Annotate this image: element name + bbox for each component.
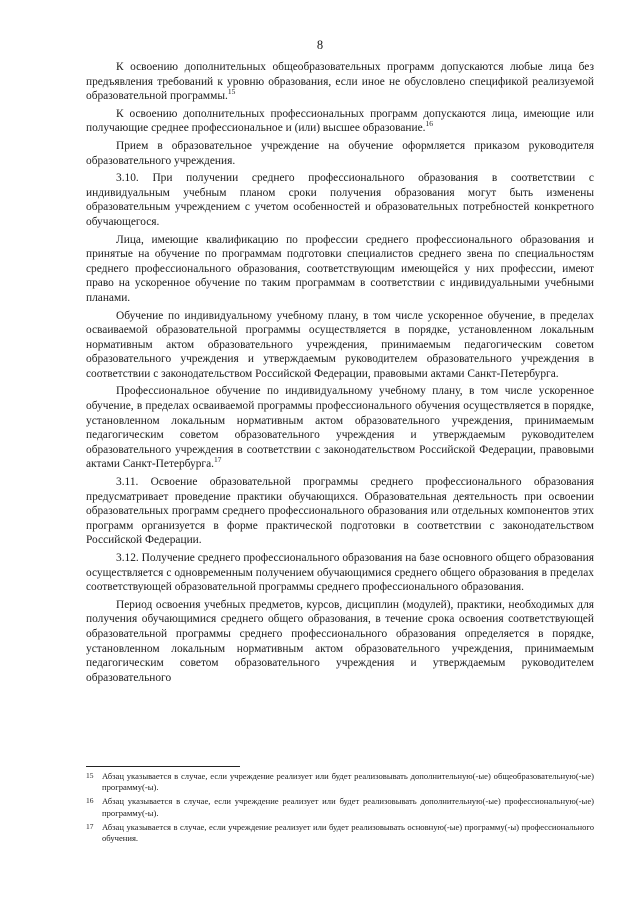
paragraph-text: Период освоения учебных предметов, курсов, дисциплин (модулей), практики, необходимых для получения обучающимися среднего общего образования, в течение срока освоения соответствующей образовательной программы среднего профессионального образования определяется в порядке, установленном локальным нормативным актом образовательного учреждения, принимаемым педагогическим советом образовательного учреждения и утверждаемым руководителем образовательного — [86, 598, 594, 684]
paragraph — [86, 233, 594, 306]
paragraph — [86, 139, 594, 168]
paragraph-text: 3.11. Освоение образовательной программы среднего профессионального образования предусматривает проведение практики обучающихся. Образовательная деятельность при освоении образовательных программ среднего профессионального образования или отдельных компонентов этих программ организуется в форме практической подготовки в соответствии с законодательством Российской Федерации. — [86, 476, 594, 547]
footnote — [86, 771, 594, 793]
paragraph — [86, 475, 594, 548]
paragraph — [86, 309, 594, 382]
paragraph — [86, 598, 594, 686]
paragraph-text: Прием в образовательное учреждение на обучение оформляется приказом руководителя образовательного учреждения. — [86, 139, 594, 167]
footnote-text: Абзац указывается в случае, если учреждение реализует или будет реализовывать основную(-ые) программу(-ы) профессионального обучения. — [102, 821, 594, 844]
paragraph-text: 3.12. Получение среднего профессионального образования на базе основного общего образования осуществляется с одновременным получением обучающимися среднего общего образования в пределах соответствующей образовательной программы среднего профессионального образования. — [86, 552, 594, 594]
paragraph-text: 3.10. При получении среднего профессионального образования в соответствии с индивидуальным учебным планом сроки получения образования могут быть изменены образовательным учреждением с учетом особенностей и образовательных потребностей конкретного обучающегося. — [86, 172, 594, 228]
footnote-text: Абзац указывается в случае, если учреждение реализует или будет реализовывать дополнительную(-ые) профессиональную(-ые) программу(-ы). — [102, 796, 594, 818]
paragraph — [86, 384, 594, 472]
paragraph — [86, 60, 594, 104]
footnote-divider — [86, 766, 240, 767]
paragraph-text: К освоению дополнительных профессиональных программ допускаются лица, имеющие или получающие среднее профессиональное и (или) высшее образование. — [86, 107, 594, 135]
paragraph — [86, 551, 594, 595]
paragraph-text: Профессиональное обучение по индивидуальному учебному плану, в том числе ускоренное обучение, в пределах осваиваемой программы профессионального обучения осуществляется в порядке, установленном локальным нормативным актом образовательного учреждения, принимаемым педагогическим советом образовательного учреждения и утверждаемым руководителем образовательного учреждения в соответствии с законодательством Российской Федерации, правовыми актами Санкт-Петербурга. — [86, 385, 594, 471]
footnote-text: Абзац указывается в случае, если учреждение реализует или будет реализовывать дополнительную(-ые) общеобразовательную(-ые) программу(-ы). — [102, 771, 594, 793]
footnote — [86, 822, 594, 844]
footnote-number: 15 — [86, 771, 94, 780]
footnote — [86, 796, 594, 818]
footnote-number: 17 — [86, 821, 94, 831]
paragraph — [86, 171, 594, 229]
footnote-number: 16 — [86, 796, 94, 806]
paragraph — [86, 107, 594, 136]
footnote-ref: 15 — [227, 87, 236, 97]
paragraph-text: Обучение по индивидуальному учебному плану, в том числе ускоренное обучение, в пределах осваиваемой образовательной программы осуществляется в порядке, установленном локальным нормативным актом образовательного учреждения, принимаемым педагогическим советом образовательного учреждения и утверждаемым руководителем образовательного учреждения в соответствии с законодательством Российской Федерации, правовыми актами Санкт-Петербурга. — [86, 309, 594, 380]
paragraph-text: К освоению дополнительных общеобразовательных программ допускаются любые лица без предъявления требований к уровню образования, если иное не обусловлено спецификой реализуемой образовательной программы. — [86, 61, 594, 103]
page-number: 8 — [316, 38, 324, 52]
footnote-ref: 16 — [425, 119, 433, 129]
paragraph-text: Лица, имеющие квалификацию по профессии среднего профессионального образования и принятые на обучение по программам подготовки специалистов среднего звена по специальностям среднего профессионального образования, соответствующим имеющейся у них профессии, имеют право на ускоренное обучение по таким программам в соответствии с индивидуальными учебными планами. — [86, 233, 594, 304]
footnote-ref: 17 — [214, 455, 222, 465]
footnotes — [86, 766, 594, 847]
body-text — [86, 60, 594, 688]
